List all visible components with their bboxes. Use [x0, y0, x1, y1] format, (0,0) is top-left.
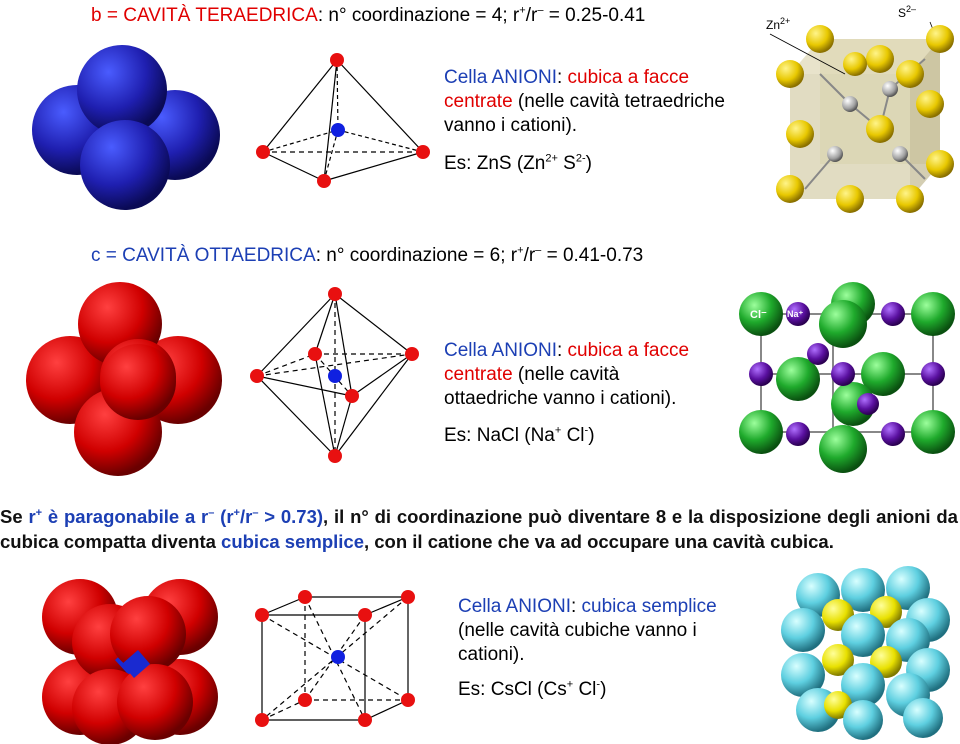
- para-ratio-slash: /r: [239, 506, 253, 527]
- zn-label-sup: 2+: [780, 16, 791, 26]
- sup-minus: –: [537, 4, 544, 17]
- para-text: , con il catione che va ad occupare una cavità cubica.: [363, 531, 834, 552]
- example-prefix: Es: CsCl (Cs: [458, 679, 567, 700]
- example-end: ): [588, 425, 595, 446]
- cubic-example: [458, 678, 606, 702]
- cell-colon: :: [556, 67, 568, 88]
- para-compare: è paragonabile a r: [42, 506, 209, 527]
- example-sup: -: [596, 678, 601, 691]
- cl-label-text: Cl⁻: [750, 309, 767, 321]
- example-mid: Cl: [561, 425, 585, 446]
- nacl-na-label: [787, 309, 803, 320]
- cubic-wireframe-diagram: [250, 585, 430, 735]
- cscl-crystal-structure: [778, 570, 958, 740]
- tetrahedral-sphere-cluster: [25, 40, 225, 210]
- ratio-range: = 0.41-0.73: [541, 245, 644, 266]
- example-sup: +: [566, 678, 574, 691]
- zn-label: [766, 18, 790, 32]
- example-sup: +: [554, 424, 562, 437]
- cell-type: cubica a facce: [567, 340, 690, 361]
- cell-colon: :: [570, 596, 582, 617]
- para-ratio-close: > 0.73): [258, 506, 324, 527]
- octahedral-sphere-cluster: [18, 282, 228, 482]
- tetrahedral-cell-description: [444, 66, 734, 138]
- example-sup: 2-: [575, 152, 586, 165]
- para-text: , il n° di coordinazione può diventare 8 e la disposizione degli anioni da cubica compatta diventa: [0, 506, 958, 552]
- example-prefix: Es: NaCl (Na: [444, 425, 555, 446]
- para-sup: –: [252, 506, 259, 519]
- s-label-sup: 2–: [906, 4, 917, 14]
- zn-label-text: Zn: [766, 18, 781, 32]
- na-label-text: Na⁺: [787, 309, 804, 319]
- line-1: [444, 339, 734, 363]
- example-sup: -: [584, 424, 589, 437]
- heading-octahedral: [91, 244, 651, 268]
- para-r-plus: r: [28, 506, 36, 527]
- line-3: [444, 387, 734, 411]
- sup-plus: +: [519, 4, 526, 17]
- cell-label: Cella ANIONI: [458, 596, 571, 617]
- tetrahedral-example: [444, 152, 592, 176]
- cell-rest: (nelle cavità cubiche vanno i: [458, 620, 697, 641]
- cell-rest: (nelle cavità: [512, 364, 620, 385]
- cubic-cell-description: [458, 595, 758, 667]
- example-prefix: Es: ZnS (Zn: [444, 153, 546, 174]
- heading-tetrahedral-label: b = CAVITÀ TERAEDRICA: [91, 5, 318, 26]
- cell-type: cubica a facce centrate: [444, 67, 690, 112]
- s-label: [898, 6, 916, 20]
- cubic-intro-paragraph: [0, 504, 958, 554]
- para-cubica-semplice: cubica semplice: [221, 531, 364, 552]
- cell-rest-cont: cationi).: [458, 644, 525, 665]
- para-sup: +: [35, 506, 43, 519]
- example-mid: Cl: [573, 679, 597, 700]
- slash: /r: [523, 245, 536, 266]
- sup-plus: +: [517, 244, 524, 257]
- cell-type-cont: centrate: [444, 364, 513, 385]
- nacl-cl-label: [750, 308, 767, 321]
- slash: /r: [525, 5, 538, 26]
- line-2: [444, 363, 734, 387]
- example-mid: S: [557, 153, 576, 174]
- s-label-text: S: [898, 6, 907, 20]
- para-ratio-open: (r: [214, 506, 234, 527]
- cell-label: Cella ANIONI: [444, 67, 557, 88]
- sup-minus: –: [535, 244, 542, 257]
- heading-tetrahedral-rest: : n° coordinazione = 4; r: [317, 5, 520, 26]
- heading-octahedral-rest: : n° coordinazione = 6; r: [315, 245, 518, 266]
- heading-tetrahedral: [91, 4, 651, 28]
- line-1: [458, 595, 758, 619]
- tetrahedral-wireframe-diagram: [240, 48, 440, 198]
- octahedral-cell-description: [444, 339, 734, 411]
- para-text: Se: [0, 506, 29, 527]
- cell-rest-cont: ottaedriche vanno i cationi).: [444, 388, 677, 409]
- example-end: ): [600, 679, 607, 700]
- octahedral-wireframe-diagram: [240, 284, 440, 474]
- cell-rest: (nelle cavità tetraedriche vanno i cationi).: [444, 91, 725, 136]
- zns-crystal-structure: [760, 4, 960, 214]
- example-end: ): [585, 153, 592, 174]
- cell-type: cubica semplice: [581, 596, 717, 617]
- ratio-range: = 0.25-0.41: [543, 5, 646, 26]
- para-sup: +: [233, 506, 240, 519]
- heading-octahedral-label: c = CAVITÀ OTTAEDRICA: [91, 245, 316, 266]
- cell-colon: :: [556, 340, 568, 361]
- line-3: [458, 643, 758, 667]
- para-sup: –: [208, 506, 215, 519]
- line-2: [458, 619, 758, 643]
- octahedral-example: [444, 424, 595, 448]
- cell-label: Cella ANIONI: [444, 340, 557, 361]
- cubic-sphere-cluster: [30, 582, 240, 742]
- example-sup: 2+: [545, 152, 558, 165]
